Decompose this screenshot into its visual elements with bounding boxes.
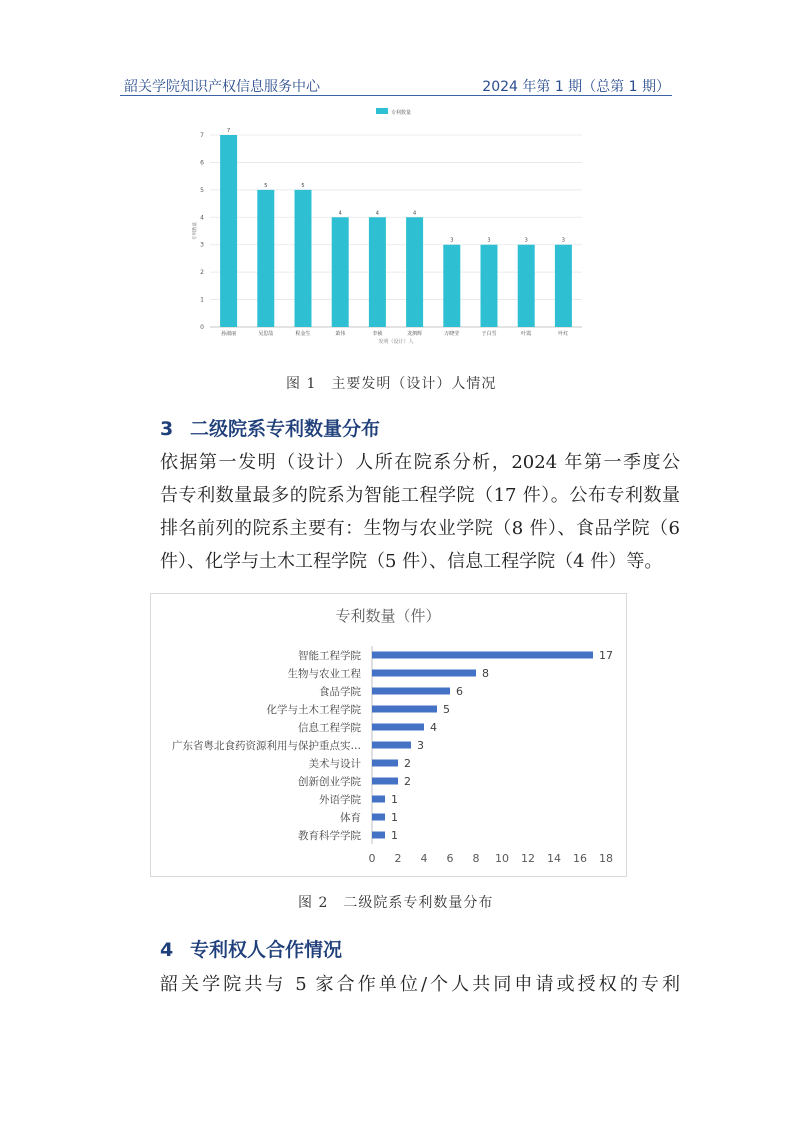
data-label: 7 [227,128,231,134]
data-label: 4 [430,721,437,734]
department-bar-chart [151,594,626,876]
inventor-bar-chart [190,103,590,348]
data-label: 2 [404,775,411,788]
x-tick-label: 14 [547,852,561,865]
data-label: 3 [561,237,565,244]
bar [443,245,460,327]
x-tick-label: 于白雪 [481,331,497,337]
section4-paragraph [160,968,680,1001]
y-tick-label: 创新创业学院 [298,776,361,788]
y-tick-label: 3 [200,241,204,249]
chart-title: 专利数量（件） [335,607,441,625]
y-tick-label: 体育 [340,812,361,824]
legend-label: 专利数量 [391,110,412,116]
header-rule [120,95,672,96]
bar [372,742,411,749]
bar [372,724,424,731]
y-tick-label: 6 [200,159,204,167]
x-tick-label: 6 [446,852,454,865]
x-tick-label: 16 [573,852,587,865]
x-tick-label: 10 [495,852,509,865]
x-tick-label: 叶红 [558,331,569,337]
bar [372,688,450,695]
y-tick-label: 信息工程学院 [298,722,361,734]
bar [372,796,385,803]
y-tick-label: 5 [200,186,204,194]
data-label: 4 [338,210,342,217]
paragraph-line: 排名前列的院系主要有：生物与农业学院（8 件）、食品学院（6 [160,518,680,539]
x-tick-label: 吴思喆 [258,331,274,337]
y-tick-label: 外语学院 [319,794,361,806]
y-tick-label: 1 [200,296,204,304]
bar [372,832,385,839]
y-tick-label: 7 [200,132,204,139]
y-tick-label: 化学与土木工程学院 [266,704,361,716]
bar [372,760,398,767]
x-tick-label: 2 [394,852,402,865]
paragraph-line: 告专利数量最多的院系为智能工程学院（17 件）。公布专利数量 [160,485,680,506]
data-label: 1 [391,793,398,806]
data-label: 1 [391,811,398,824]
y-tick-label: 2 [200,269,204,277]
x-tick-label: 程金生 [295,331,311,337]
header-issue: 2024 年第 1 期（总第 1 期） [482,79,670,95]
section4-title: 专利权人合作情况 [190,939,343,961]
x-tick-label: 李祯 [372,331,383,337]
data-label: 8 [482,667,489,680]
paragraph-line: 依据第一发明（设计）人所在院系分析，2024 年第一季度公 [160,452,680,473]
bar [481,245,498,327]
data-label: 3 [417,739,424,752]
department-chart-frame [150,593,627,877]
x-tick-label: 4 [420,852,428,865]
section3-paragraph [160,446,680,578]
bar [372,706,437,713]
data-label: 3 [524,237,528,244]
y-tick-label: 教育科学学院 [298,830,361,842]
figure2-caption: 图 2 二级院系专利数量分布 [298,895,494,911]
data-label: 5 [301,182,305,189]
y-tick-label: 0 [200,324,204,331]
data-label: 5 [443,703,450,716]
bar [518,245,535,327]
data-label: 5 [264,182,268,189]
y-tick-label: 美术与设计 [308,758,361,770]
x-tick-label: 叶霞 [521,331,532,337]
x-axis-label: 发明（设计）人 [378,339,414,345]
y-tick-label: 生物与农业工程 [287,668,361,680]
bar [257,190,274,327]
data-label: 1 [391,829,398,842]
y-tick-label: 广东省粤北食药资源利用与保护重点实… [172,740,361,752]
bar [555,245,572,327]
bar [332,217,349,327]
bar [369,217,386,327]
x-tick-label: 18 [599,852,613,865]
x-tick-label: 龙泗辉 [407,331,423,337]
data-label: 3 [450,237,454,244]
section4-number: 4 [160,939,174,961]
header-organization: 韶关学院知识产权信息服务中心 [124,79,320,95]
page-header [120,74,672,96]
x-tick-label: 12 [521,852,535,865]
section3-number: 3 [160,418,174,440]
section3-heading [160,414,380,441]
x-tick-label: 萧伟 [335,331,346,337]
legend-swatch [376,108,388,114]
bar [406,217,423,327]
bar [372,652,593,659]
data-label: 4 [413,210,417,217]
y-tick-label: 食品学院 [319,686,361,698]
paragraph-line: 件）、化学与土木工程学院（5 件）、信息工程学院（4 件）等。 [160,551,663,572]
data-label: 6 [456,685,463,698]
section4-heading [160,935,342,962]
data-label: 17 [599,649,613,662]
y-axis-label: 专利数量 [193,222,198,240]
y-tick-label: 智能工程学院 [298,650,361,662]
bar [372,814,385,821]
bar [372,670,476,677]
x-tick-label: 万晓莹 [444,331,460,337]
data-label: 2 [404,757,411,770]
section3-title: 二级院系专利数量分布 [190,418,381,440]
x-tick-label: 孙淑丽 [221,331,237,337]
x-tick-label: 8 [472,852,480,865]
bar [295,190,312,327]
x-tick-label: 0 [368,852,376,865]
figure1-caption: 图 1 主要发明（设计）人情况 [286,376,497,392]
paragraph-line: 韶关学院共与 5 家合作单位/个人共同申请或授权的专利 [160,974,680,995]
bar [372,778,398,785]
y-tick-label: 4 [200,214,204,222]
data-label: 4 [375,210,379,217]
data-label: 3 [487,237,491,244]
bar [220,135,237,327]
